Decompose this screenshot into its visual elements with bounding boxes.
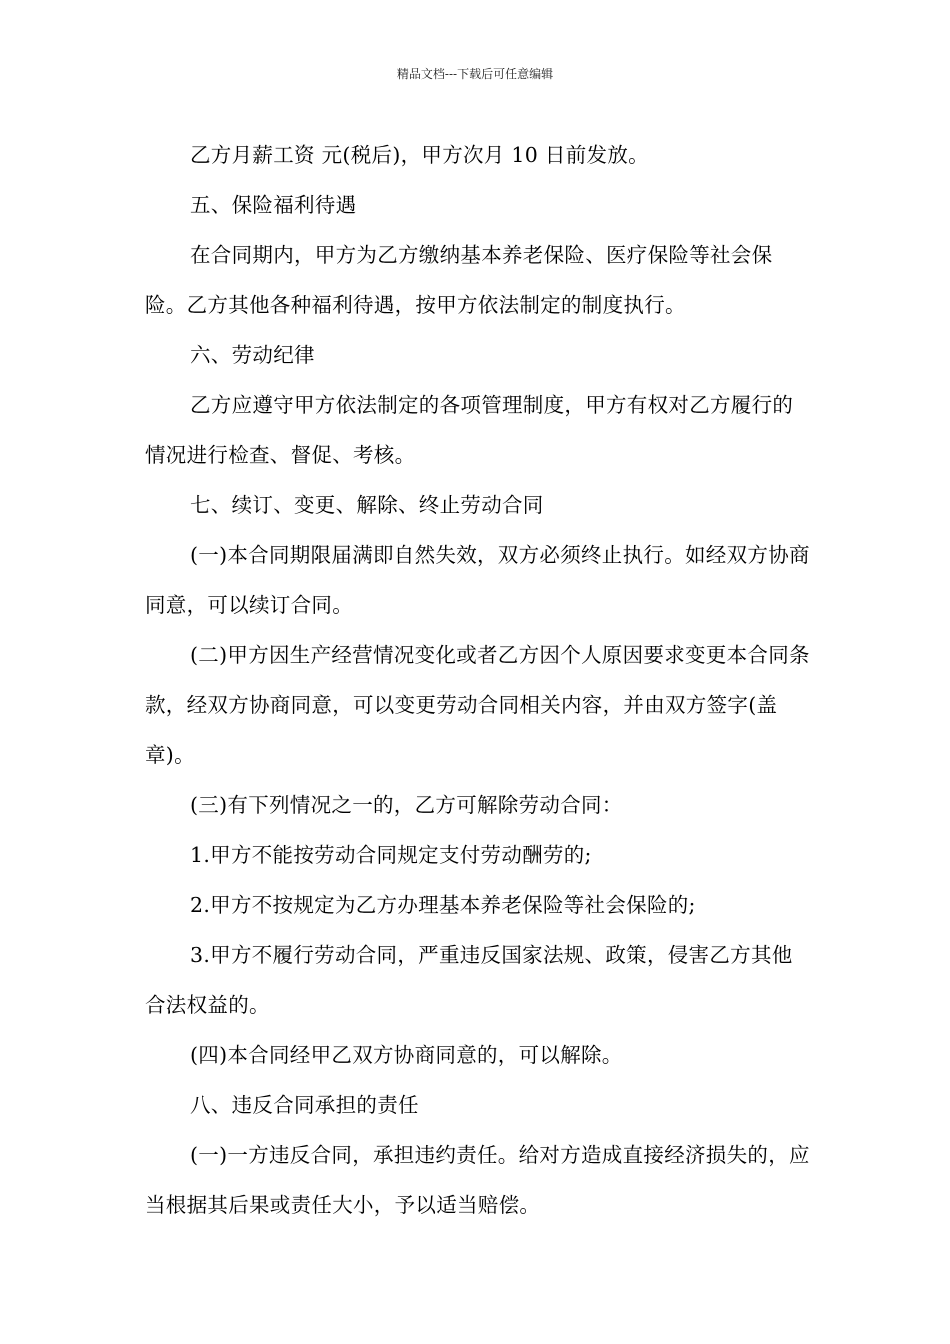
list-item-2: 2.甲方不按规定为乙方办理基本养老保险等社会保险的; [190, 893, 696, 917]
paragraph-liability-1: (一)一方违反合同，承担违约责任。给对方造成直接经济损失的，应当根据其后果或责任大小，予以适当赔偿。 [145, 1143, 810, 1217]
paragraph-salary: 乙方月薪工资 元(税后)，甲方次月 10 日前发放。 [190, 143, 649, 167]
paragraph-clause-1: (一)本合同期限届满即自然失效，双方必须终止执行。如经双方协商同意，可以续订合同。 [145, 543, 810, 617]
section-heading-liability: 八、违反合同承担的责任 [190, 1093, 419, 1117]
list-item-3: 3.甲方不履行劳动合同，严重违反国家法规、政策，侵害乙方其他合法权益的。 [145, 943, 793, 1017]
page-header: 精品文档---下载后可任意编辑 [396, 67, 554, 81]
paragraph-clause-4: (四)本合同经甲乙双方协商同意的，可以解除。 [190, 1043, 623, 1067]
section-heading-contract-changes: 七、续订、变更、解除、终止劳动合同 [190, 493, 544, 517]
paragraph-clause-2: (二)甲方因生产经营情况变化或者乙方因个人原因要求变更本合同条款，经双方协商同意，可以变更劳动合同相关内容，并由双方签字(盖章)。 [145, 643, 810, 767]
paragraph-clause-3: (三)有下列情况之一的，乙方可解除劳动合同： [190, 793, 623, 817]
document-body [145, 130, 810, 1230]
paragraph-insurance: 在合同期内，甲方为乙方缴纳基本养老保险、医疗保险等社会保险。乙方其他各种福利待遇，按甲方依法制定的制度执行。 [145, 243, 773, 317]
list-item-1: 1.甲方不能按劳动合同规定支付劳动酬劳的; [190, 843, 592, 867]
section-heading-discipline: 六、劳动纪律 [190, 343, 315, 367]
paragraph-discipline: 乙方应遵守甲方依法制定的各项管理制度，甲方有权对乙方履行的情况进行检查、督促、考核。 [145, 393, 794, 467]
section-heading-insurance: 五、保险福利待遇 [190, 193, 357, 217]
